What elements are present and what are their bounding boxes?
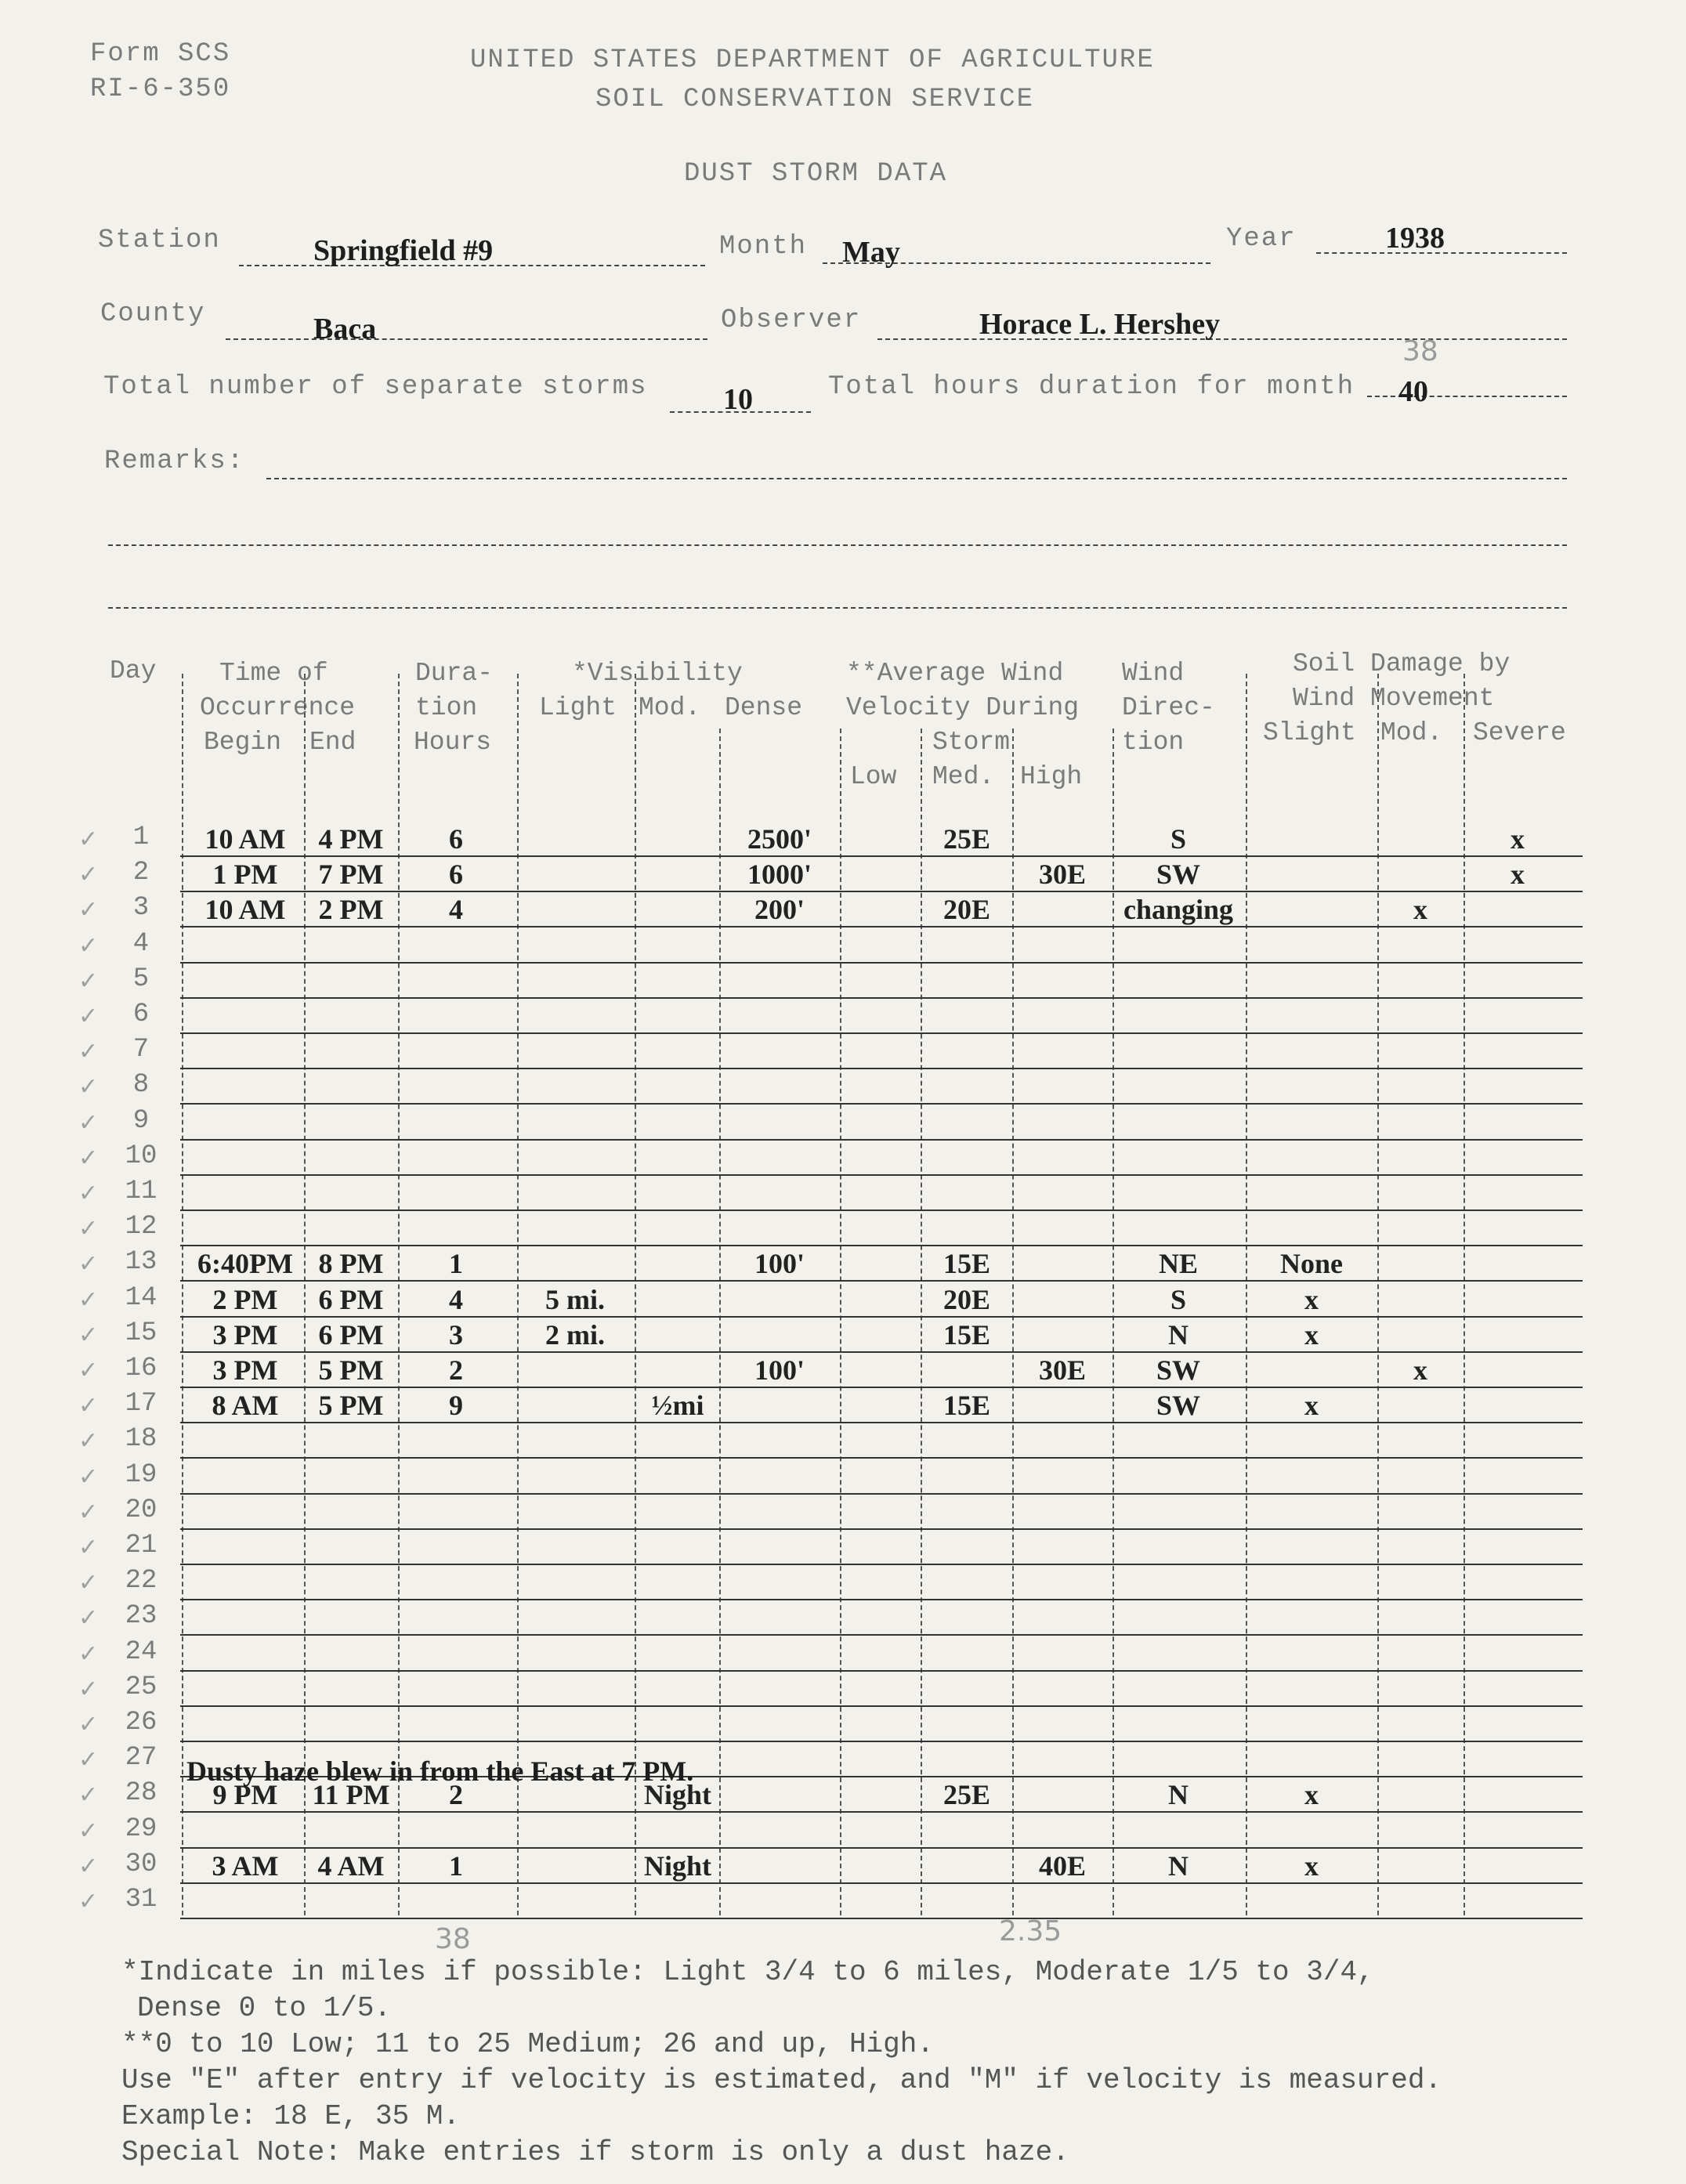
cell-dense: 2500' bbox=[747, 823, 812, 855]
table-row-line bbox=[180, 1741, 1583, 1742]
form-title: DUST STORM DATA bbox=[684, 159, 948, 189]
cell-dmod: x bbox=[1413, 894, 1427, 926]
day-number: 7 bbox=[132, 1035, 150, 1065]
table-row-line bbox=[180, 1245, 1583, 1246]
county-line bbox=[226, 338, 707, 340]
check-mark: ✓ bbox=[78, 1038, 99, 1066]
cell-begin: 2 PM bbox=[212, 1283, 278, 1315]
footnote-6: Special Note: Make entries if storm is only a dust haze. bbox=[121, 2136, 1069, 2168]
day-number: 10 bbox=[125, 1141, 157, 1171]
cell-dir: SW bbox=[1156, 1354, 1201, 1386]
check-mark: ✓ bbox=[78, 1852, 99, 1880]
table-row-line bbox=[180, 1918, 1583, 1919]
day-number: 13 bbox=[125, 1247, 157, 1278]
footnote-2: Dense 0 to 1/5. bbox=[137, 1992, 392, 2024]
table-row-line bbox=[180, 1564, 1583, 1565]
agency-line1: UNITED STATES DEPARTMENT OF AGRICULTURE bbox=[470, 45, 1155, 75]
cell-dense: 1000' bbox=[747, 859, 812, 891]
header-time-1: Time of bbox=[219, 659, 328, 688]
table-row-line bbox=[180, 1210, 1583, 1211]
cell-high: 30E bbox=[1038, 859, 1086, 891]
cell-begin: 3 AM bbox=[212, 1850, 279, 1882]
cell-dur: 4 bbox=[449, 894, 463, 926]
cell-dur: 9 bbox=[449, 1390, 463, 1422]
cell-dur: 6 bbox=[449, 859, 463, 891]
table-row-line bbox=[180, 1457, 1583, 1459]
remarks-line-3 bbox=[108, 607, 1567, 609]
day-number: 31 bbox=[125, 1885, 157, 1915]
cell-end: 4 PM bbox=[318, 823, 384, 855]
check-mark: ✓ bbox=[78, 1640, 99, 1668]
check-mark: ✓ bbox=[78, 1463, 99, 1491]
cell-dur: 3 bbox=[449, 1318, 463, 1351]
cell-med: 15E bbox=[942, 1248, 990, 1280]
day-number: 17 bbox=[125, 1389, 157, 1419]
table-row-line bbox=[180, 1705, 1583, 1707]
header-dense: Dense bbox=[725, 693, 803, 722]
table-row-line bbox=[180, 962, 1583, 964]
day-number: 28 bbox=[125, 1778, 157, 1809]
cell-dur: 1 bbox=[449, 1850, 463, 1882]
day-number: 24 bbox=[125, 1636, 157, 1667]
cell-med: 15E bbox=[942, 1318, 990, 1351]
cell-dur: 4 bbox=[449, 1283, 463, 1315]
cell-end: 7 PM bbox=[318, 859, 384, 891]
check-mark: ✓ bbox=[78, 1746, 99, 1774]
cell-begin: 6:40PM bbox=[197, 1248, 293, 1280]
table-row-line bbox=[180, 926, 1583, 927]
header-visibility: *Visibility bbox=[572, 659, 743, 688]
header-direction-2: Direc- bbox=[1122, 693, 1215, 722]
remarks-line-1 bbox=[266, 478, 1567, 479]
header-duration-3: Hours bbox=[414, 728, 492, 757]
table-row-line bbox=[180, 1670, 1583, 1672]
day-number: 20 bbox=[125, 1495, 157, 1525]
cell-dur: 1 bbox=[449, 1248, 463, 1280]
table-row-line bbox=[180, 1882, 1583, 1884]
table-row-line bbox=[180, 1422, 1583, 1423]
col-sep-duration bbox=[398, 674, 400, 1915]
month-label: Month bbox=[719, 232, 808, 262]
month-value: May bbox=[842, 236, 900, 269]
cell-med: 15E bbox=[942, 1390, 990, 1422]
table-row-line bbox=[180, 1103, 1583, 1105]
cell-begin: 10 AM bbox=[204, 894, 286, 926]
header-mod: Mod. bbox=[639, 693, 701, 722]
check-mark: ✓ bbox=[78, 1215, 99, 1243]
cell-dir: changing bbox=[1123, 894, 1234, 926]
day-number: 11 bbox=[125, 1177, 157, 1206]
cell-dense: 100' bbox=[754, 1354, 805, 1386]
col-sep-begin bbox=[182, 674, 183, 1915]
header-begin: Begin bbox=[204, 728, 282, 757]
cell-mod: ½mi bbox=[651, 1390, 704, 1422]
remarks-line-2 bbox=[108, 544, 1567, 546]
storms-label: Total number of separate storms bbox=[103, 372, 648, 402]
cell-light: 5 mi. bbox=[545, 1283, 605, 1315]
check-mark: ✓ bbox=[78, 826, 99, 853]
hours-line bbox=[1367, 396, 1567, 397]
cell-med: 20E bbox=[942, 894, 990, 926]
cell-end: 2 PM bbox=[318, 894, 384, 926]
cell-dir: N bbox=[1168, 1318, 1189, 1351]
station-label: Station bbox=[98, 226, 221, 255]
day-number: 25 bbox=[125, 1672, 157, 1702]
day-number: 8 bbox=[132, 1070, 150, 1101]
station-value: Springfield #9 bbox=[313, 234, 494, 267]
cell-dir: SW bbox=[1156, 1390, 1201, 1422]
col-sep-high bbox=[1012, 729, 1014, 1915]
check-mark: ✓ bbox=[78, 931, 99, 960]
cell-dir: N bbox=[1168, 1779, 1189, 1811]
table-row-line bbox=[180, 891, 1583, 892]
year-label: Year bbox=[1226, 224, 1297, 254]
form-id-line2: RI-6-350 bbox=[90, 74, 231, 104]
cell-slight: x bbox=[1304, 1850, 1319, 1882]
check-mark: ✓ bbox=[78, 1675, 99, 1703]
county-label: County bbox=[100, 299, 206, 329]
check-mark: ✓ bbox=[78, 1711, 99, 1738]
cell-dir: N bbox=[1168, 1850, 1189, 1882]
day-number: 22 bbox=[125, 1566, 157, 1596]
header-direction-1: Wind bbox=[1122, 659, 1185, 688]
check-mark: ✓ bbox=[78, 1003, 99, 1030]
header-light: Light bbox=[539, 693, 617, 722]
storms-value: 10 bbox=[723, 383, 753, 416]
col-sep-slight bbox=[1246, 674, 1247, 1915]
table-row-line bbox=[180, 1068, 1583, 1069]
hours-value: 40 bbox=[1398, 375, 1428, 408]
day-number: 9 bbox=[132, 1105, 150, 1136]
cell-high: 30E bbox=[1038, 1354, 1086, 1386]
cell-slight: None bbox=[1280, 1248, 1343, 1280]
table-row-line bbox=[180, 1493, 1583, 1495]
year-value: 1938 bbox=[1385, 222, 1445, 255]
day27-note: Dusty haze blew in from the East at 7 PM. bbox=[186, 1756, 694, 1787]
col-sep-dense bbox=[719, 729, 721, 1915]
header-damage-1: Soil Damage by bbox=[1293, 649, 1511, 678]
day-number: 26 bbox=[125, 1708, 157, 1737]
footnote-4: Use "E" after entry if velocity is estimated, and "M" if velocity is measured. bbox=[121, 2064, 1442, 2096]
check-mark: ✓ bbox=[78, 1321, 99, 1349]
cell-dir: NE bbox=[1158, 1248, 1198, 1280]
cell-severe: x bbox=[1511, 859, 1525, 891]
table-row-line bbox=[180, 1387, 1583, 1388]
cell-end: 6 PM bbox=[318, 1318, 384, 1351]
day-number: 23 bbox=[125, 1601, 157, 1632]
cell-end: 4 AM bbox=[317, 1850, 385, 1882]
cell-end: 5 PM bbox=[318, 1390, 384, 1422]
remarks-label: Remarks: bbox=[104, 447, 245, 476]
day-number: 2 bbox=[132, 858, 150, 888]
check-mark: ✓ bbox=[78, 967, 99, 995]
table-row-line bbox=[180, 1811, 1583, 1813]
col-sep-low bbox=[840, 729, 841, 1915]
table-row-line bbox=[180, 855, 1583, 857]
cell-begin: 9 PM bbox=[212, 1779, 278, 1811]
pencil-note-235: 2.35 bbox=[999, 1915, 1062, 1947]
check-mark: ✓ bbox=[78, 1073, 99, 1101]
check-mark: ✓ bbox=[78, 1357, 99, 1384]
pencil-note-38: 38 bbox=[435, 1923, 471, 1955]
cell-end: 11 PM bbox=[312, 1779, 390, 1811]
day-number: 6 bbox=[132, 1000, 150, 1029]
header-wind-3: Storm bbox=[932, 728, 1011, 757]
header-slight: Slight bbox=[1263, 718, 1356, 747]
check-mark: ✓ bbox=[78, 861, 99, 889]
col-sep-severe bbox=[1463, 674, 1465, 1915]
table-row-line bbox=[180, 1032, 1583, 1034]
cell-dmod: x bbox=[1413, 1354, 1427, 1386]
day-number: 3 bbox=[132, 893, 150, 924]
header-direction-3: tion bbox=[1122, 728, 1185, 757]
check-mark: ✓ bbox=[78, 1781, 99, 1810]
header-duration-2: tion bbox=[415, 693, 478, 722]
cell-end: 6 PM bbox=[318, 1283, 384, 1315]
check-mark: ✓ bbox=[78, 1498, 99, 1526]
header-damage-2: Wind Movement bbox=[1293, 684, 1495, 713]
cell-slight: x bbox=[1304, 1390, 1319, 1422]
table-row-line bbox=[180, 1847, 1583, 1849]
check-mark: ✓ bbox=[78, 1604, 99, 1633]
check-mark: ✓ bbox=[78, 1534, 99, 1561]
col-sep-light bbox=[517, 674, 519, 1915]
form-id-line1: Form SCS bbox=[90, 39, 231, 69]
cell-begin: 1 PM bbox=[212, 859, 278, 891]
cell-light: 2 mi. bbox=[545, 1318, 605, 1351]
footnote-5: Example: 18 E, 35 M. bbox=[121, 2100, 461, 2132]
cell-dir: S bbox=[1170, 823, 1187, 855]
cell-slight: x bbox=[1304, 1283, 1319, 1315]
day-number: 29 bbox=[125, 1813, 157, 1844]
hours-label: Total hours duration for month bbox=[828, 372, 1355, 402]
table-row-line bbox=[180, 1599, 1583, 1600]
header-end: End bbox=[309, 728, 356, 757]
header-day: Day bbox=[110, 656, 157, 685]
check-mark: ✓ bbox=[78, 1144, 99, 1172]
cell-mod: Night bbox=[643, 1850, 711, 1882]
cell-mod: Night bbox=[643, 1779, 711, 1811]
header-med: Med. bbox=[932, 762, 995, 791]
hours-pencil-correction: 38 bbox=[1402, 335, 1438, 367]
observer-value: Horace L. Hershey bbox=[979, 308, 1221, 341]
cell-begin: 8 AM bbox=[212, 1390, 279, 1422]
day-number: 12 bbox=[125, 1212, 157, 1242]
cell-begin: 3 PM bbox=[212, 1354, 278, 1386]
observer-label: Observer bbox=[721, 306, 862, 335]
day-number: 5 bbox=[132, 964, 150, 994]
day-number: 1 bbox=[132, 823, 150, 852]
table-row-line bbox=[180, 1280, 1583, 1282]
header-low: Low bbox=[850, 762, 897, 791]
county-value: Baca bbox=[313, 313, 377, 345]
check-mark: ✓ bbox=[78, 1569, 99, 1597]
cell-high: 40E bbox=[1038, 1850, 1086, 1882]
header-duration-1: Dura- bbox=[415, 659, 494, 688]
col-sep-direction bbox=[1113, 729, 1114, 1915]
header-high: High bbox=[1020, 762, 1083, 791]
cell-dur: 6 bbox=[449, 823, 463, 855]
check-mark: ✓ bbox=[78, 1817, 99, 1845]
cell-dir: SW bbox=[1156, 859, 1201, 891]
day-number: 15 bbox=[125, 1318, 157, 1348]
check-mark: ✓ bbox=[78, 1108, 99, 1137]
table-row-line bbox=[180, 997, 1583, 999]
table-row-line bbox=[180, 1351, 1583, 1353]
cell-slight: x bbox=[1304, 1779, 1319, 1811]
col-sep-med bbox=[921, 729, 922, 1915]
footnote-1: *Indicate in miles if possible: Light 3/4 to 6 miles, Moderate 1/5 to 3/4, bbox=[121, 1956, 1374, 1988]
table-row-line bbox=[180, 1316, 1583, 1318]
check-mark: ✓ bbox=[78, 1285, 99, 1314]
day-number: 27 bbox=[125, 1743, 157, 1774]
col-sep-end bbox=[304, 674, 306, 1915]
check-mark: ✓ bbox=[78, 1392, 99, 1420]
cell-med: 25E bbox=[942, 823, 990, 855]
header-time-2: Occurrence bbox=[200, 693, 356, 722]
header-wind-1: **Average Wind bbox=[846, 659, 1064, 688]
day-number: 4 bbox=[132, 928, 150, 959]
cell-dur: 2 bbox=[449, 1779, 463, 1811]
day-number: 16 bbox=[125, 1354, 157, 1383]
agency-line2: SOIL CONSERVATION SERVICE bbox=[595, 85, 1035, 114]
table-row-line bbox=[180, 1528, 1583, 1530]
day-number: 21 bbox=[125, 1531, 157, 1560]
table-row-line bbox=[180, 1634, 1583, 1636]
header-severe: Severe bbox=[1473, 718, 1566, 747]
check-mark: ✓ bbox=[78, 1250, 99, 1278]
cell-end: 5 PM bbox=[318, 1354, 384, 1386]
day-number: 18 bbox=[125, 1424, 157, 1455]
table-row-line bbox=[180, 1174, 1583, 1176]
cell-med: 20E bbox=[942, 1283, 990, 1315]
cell-med: 25E bbox=[942, 1779, 990, 1811]
cell-begin: 10 AM bbox=[204, 823, 286, 855]
header-wind-2: Velocity During bbox=[846, 693, 1080, 722]
cell-dense: 100' bbox=[754, 1248, 805, 1280]
col-sep-mod bbox=[635, 674, 636, 1915]
header-damage-mod: Mod. bbox=[1380, 718, 1443, 747]
cell-dense: 200' bbox=[754, 894, 805, 926]
cell-slight: x bbox=[1304, 1318, 1319, 1351]
cell-severe: x bbox=[1511, 823, 1525, 855]
footnote-3: **0 to 10 Low; 11 to 25 Medium; 26 and up, High. bbox=[121, 2028, 934, 2060]
cell-end: 8 PM bbox=[318, 1248, 384, 1280]
day-number: 19 bbox=[125, 1459, 157, 1490]
check-mark: ✓ bbox=[78, 1180, 99, 1207]
day-number: 14 bbox=[125, 1282, 157, 1313]
check-mark: ✓ bbox=[78, 896, 99, 924]
table-row-line bbox=[180, 1139, 1583, 1141]
cell-begin: 3 PM bbox=[212, 1318, 278, 1351]
col-sep-dmod bbox=[1377, 674, 1379, 1915]
cell-dir: S bbox=[1170, 1283, 1187, 1315]
check-mark: ✓ bbox=[78, 1888, 99, 1915]
day-number: 30 bbox=[125, 1849, 157, 1879]
cell-dur: 2 bbox=[449, 1354, 463, 1386]
check-mark: ✓ bbox=[78, 1427, 99, 1455]
